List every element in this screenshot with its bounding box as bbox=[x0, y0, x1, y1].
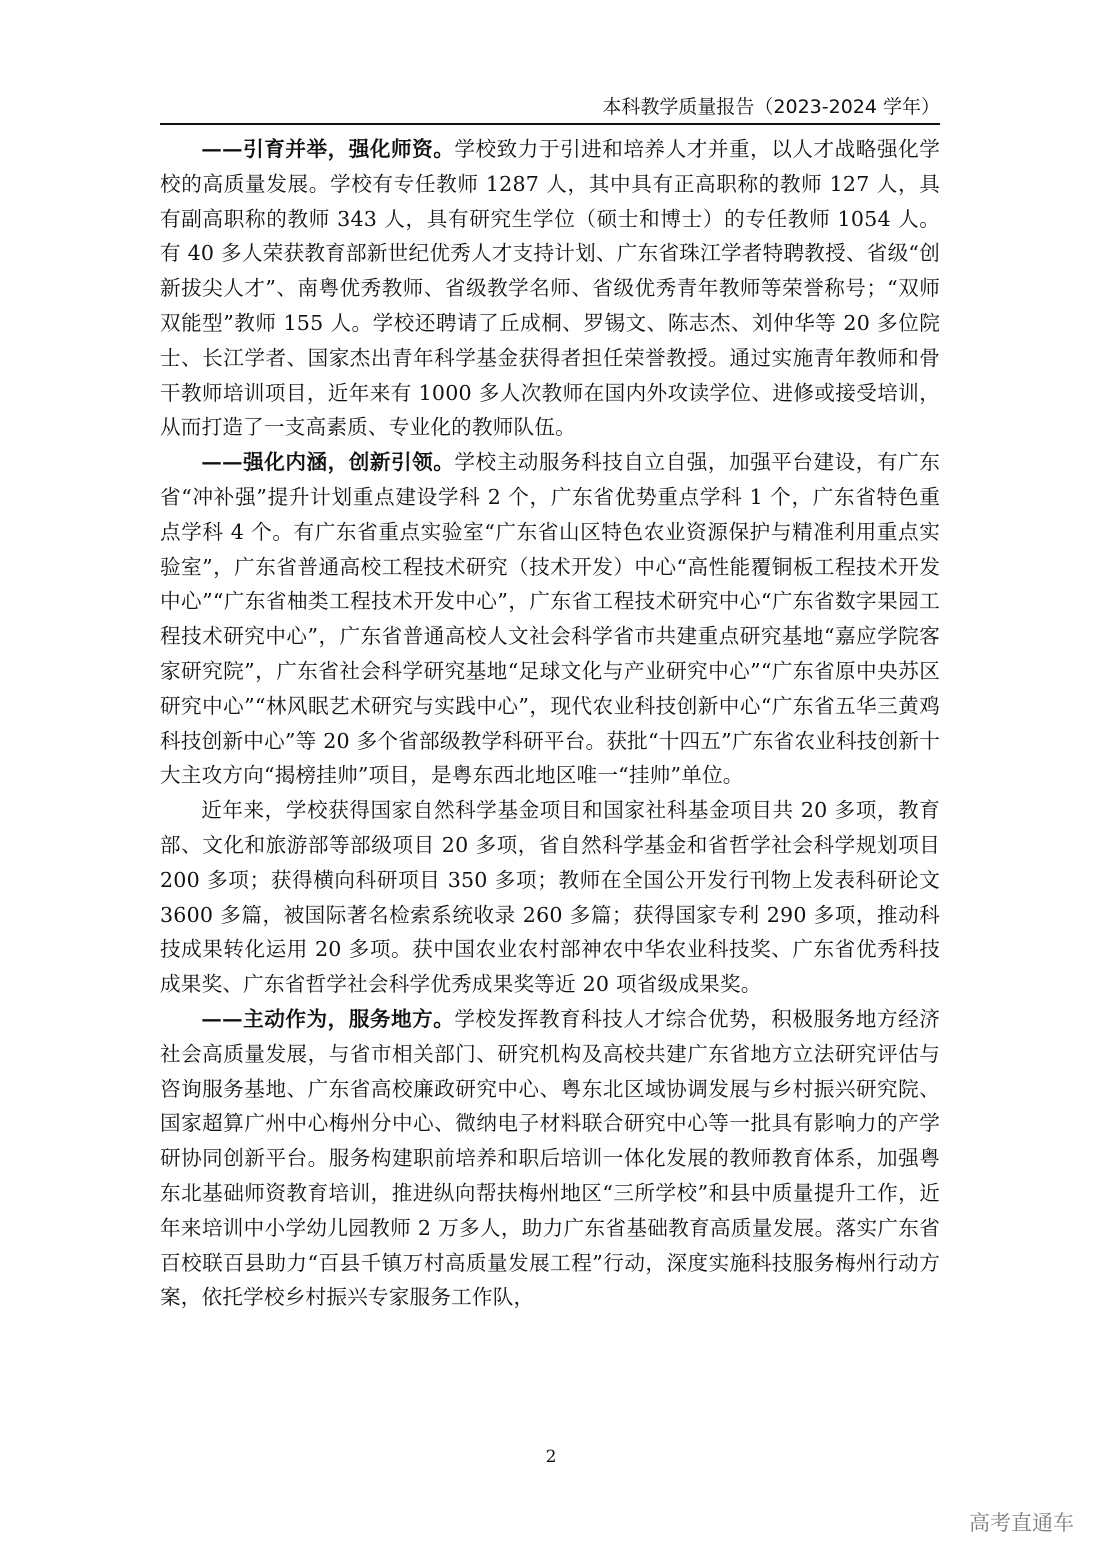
paragraph-lead: ——主动作为，服务地方。 bbox=[201, 1006, 455, 1031]
header-divider bbox=[160, 123, 940, 125]
paragraph-service bbox=[160, 1002, 940, 1315]
report-header-title: 本科教学质量报告（2023-2024 学年） bbox=[602, 96, 940, 118]
paragraph-text: 学校主动服务科技自立自强，加强平台建设，有广东省“冲补强”提升计划重点建设学科 2 个，广东省优势重点学科 1 个，广东省特色重点学科 4 个。有广东省重点实验室“广东省山区特色农业资源保护与精准利用重点实验室”，广东省普通高校工程技术研究（技术开发）中心“高性能覆铜板工程技术开发中心”“广东省柚类工程技术开发中心”，广东省工程技术研究中心“广东省数字果园工程技术研究中心”，广东省普通高校人文社会科学省市共建重点研究基地“嘉应学院客家研究院”，广东省社会科学研究基地“足球文化与产业研究中心”“广东省原中央苏区研究中心”“林风眠艺术研究与实践中心”，现代农业科技创新中心“广东省五华三黄鸡科技创新中心”等 20 多个省部级教学科研平台。获批“十四五”广东省农业科技创新十大主攻方向“揭榜挂帅”项目，是粤东西北地区唯一“挂帅”单位。 bbox=[160, 450, 940, 788]
paragraph-text: 近年来，学校获得国家自然科学基金项目和国家社科基金项目共 20 多项，教育部、文化和旅游部等部级项目 20 多项，省自然科学基金和省哲学社会科学规划项目 200 多项；获得横向科研项目 350 多项；教师在全国公开发行刊物上发表科研论文 3600 多篇，被国际著名检索系统收录 260 多篇；获得国家专利 290 多项，推动科技成果转化运用 20 多项。获中国农业农村部神农中华农业科技奖、广东省优秀科技成果奖、广东省哲学社会科学优秀成果奖等近 20 项省级成果奖。 bbox=[160, 798, 940, 997]
page-number: 2 bbox=[545, 1447, 557, 1467]
paragraph-lead: ——强化内涵，创新引领。 bbox=[201, 450, 455, 475]
paragraph-research bbox=[160, 793, 940, 1002]
document-body bbox=[160, 132, 940, 1315]
paragraph-innovation bbox=[160, 445, 940, 793]
paragraph-text: 学校致力于引进和培养人才并重，以人才战略强化学校的高质量发展。学校有专任教师 1287 人，其中具有正高职称的教师 127 人，具有副高职称的教师 343 人，具有研究生学位（硕士和博士）的专任教师 1054 人。有 40 多人荣获教育部新世纪优秀人才支持计划、广东省珠江学者特聘教授、省级“创新拔尖人才”、南粤优秀教师、省级教学名师、省级优秀青年教师等荣誉称号；“双师双能型”教师 155 人。学校还聘请了丘成桐、罗锡文、陈志杰、刘仲华等 20 多位院士、长江学者、国家杰出青年科学基金获得者担任荣誉教授。通过实施青年教师和骨干教师培训项目，近年来有 1000 多人次教师在国内外攻读学位、进修或接受培训，从而打造了一支高素质、专业化的教师队伍。 bbox=[160, 137, 940, 440]
paragraph-faculty bbox=[160, 132, 940, 445]
paragraph-text: 学校发挥教育科技人才综合优势，积极服务地方经济社会高质量发展，与省市相关部门、研究机构及高校共建广东省地方立法研究评估与咨询服务基地、广东省高校廉政研究中心、粤东北区域协调发展与乡村振兴研究院、国家超算广州中心梅州分中心、微纳电子材料联合研究中心等一批具有影响力的产学研协同创新平台。服务构建职前培养和职后培训一体化发展的教师教育体系，加强粤东北基础师资教育培训，推进纵向帮扶梅州地区“三所学校”和县中质量提升工作，近年来培训中小学幼儿园教师 2 万多人，助力广东省基础教育高质量发展。落实广东省百校联百县助力“百县千镇万村高质量发展工程”行动，深度实施科技服务梅州行动方案，依托学校乡村振兴专家服务工作队， bbox=[160, 1006, 940, 1310]
paragraph-lead: ——引育并举，强化师资。 bbox=[201, 137, 455, 161]
watermark: 高考直通车 bbox=[969, 1511, 1074, 1535]
